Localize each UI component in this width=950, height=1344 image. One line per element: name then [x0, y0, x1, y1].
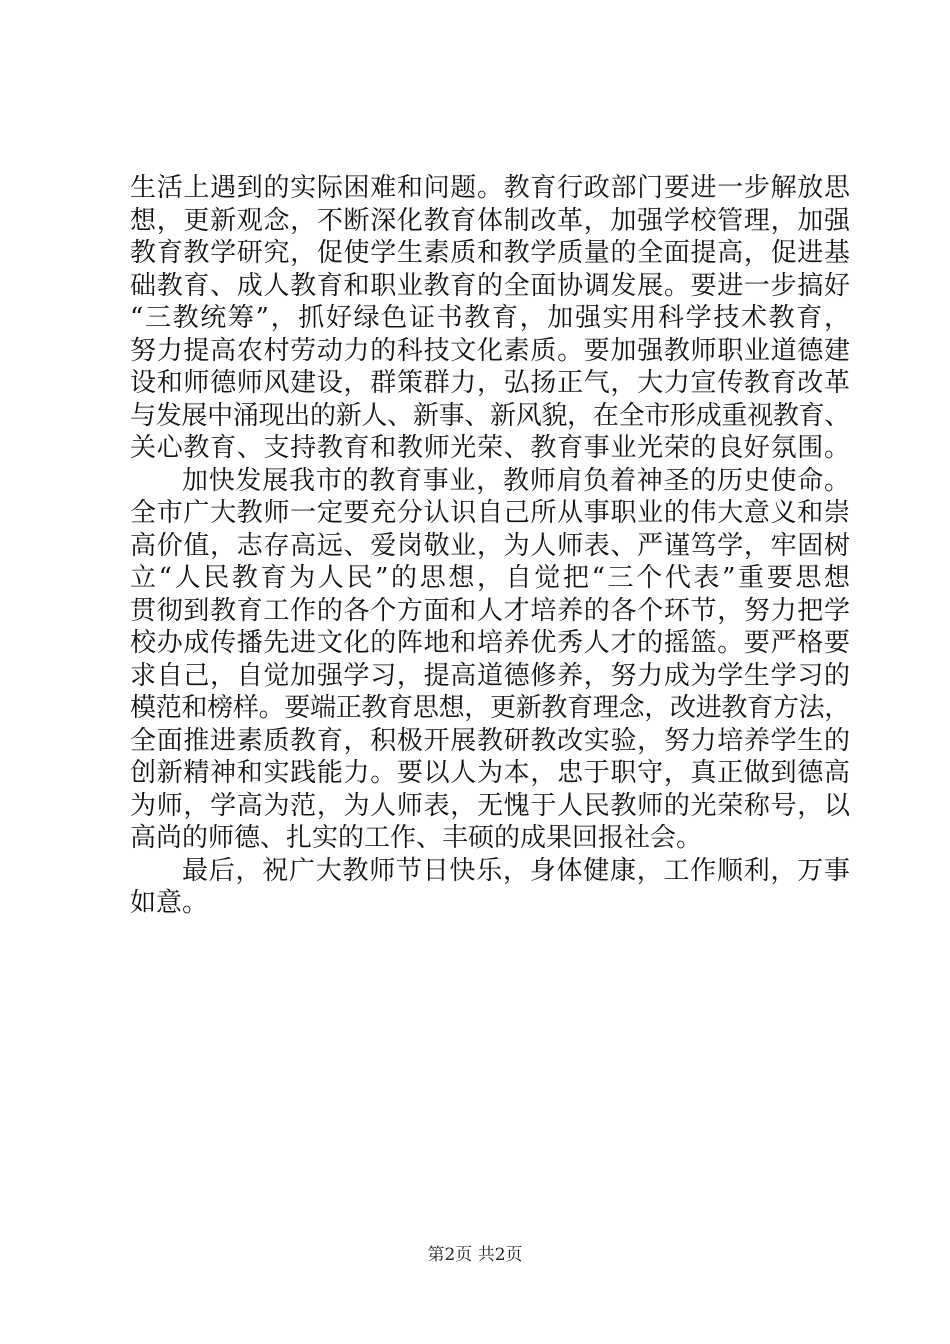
text-line: 设和师德师风建设，群策群力，弘扬正气，大力宣传教育改革: [130, 368, 850, 398]
text-line: 校办成传播先进文化的阵地和培养优秀人才的摇篮。要严格要: [130, 628, 850, 658]
paragraph: [130, 172, 850, 465]
text-line: 立“人民教育为人民”的思想，自觉把“三个代表”重要思想: [130, 563, 850, 593]
text-line: 全面推进素质教育，积极开展教研教改实验，努力培养学生的: [130, 725, 850, 756]
page-number-footer: 第2页 共2页: [427, 1245, 523, 1265]
text-line: 最后，祝广大教师节日快乐，身体健康，工作顺利，万事: [182, 855, 850, 886]
text-line: 如意。: [130, 888, 209, 918]
paragraph: [130, 465, 850, 855]
text-line: 创新精神和实践能力。要以人为本，忠于职守，真正做到德高: [130, 758, 850, 788]
text-line: 模范和榜样。要端正教育思想，更新教育理念，改进教育方法，: [130, 693, 850, 723]
text-line: 为师，学高为范，为人师表，无愧于人民教师的光荣称号，以: [130, 790, 850, 821]
text-line: 教育教学研究，促使学生素质和教学质量的全面提高，促进基: [130, 238, 850, 268]
text-line: 与发展中涌现出的新人、新事、新风貌，在全市形成重视教育、: [130, 400, 850, 431]
text-line: 求自己，自觉加强学习，提高道德修养，努力成为学生学习的: [130, 660, 850, 691]
text-line: 想，更新观念，不断深化教育体制改革，加强学校管理，加强: [130, 205, 850, 236]
text-line: 贯彻到教育工作的各个方面和人才培养的各个环节，努力把学: [130, 595, 850, 626]
text-line: 高价值，志存高远、爱岗敬业，为人师表、严谨笃学，牢固树: [130, 530, 850, 561]
text-line: 高尚的师德、扎实的工作、丰硕的成果回报社会。: [130, 823, 703, 853]
text-line: 生活上遇到的实际困难和问题。教育行政部门要进一步解放思: [130, 173, 850, 203]
text-line: 加快发展我市的教育事业，教师肩负着神圣的历史使命。: [182, 465, 850, 496]
document-body: [130, 172, 850, 920]
text-line: 关心教育、支持教育和教师光荣、教育事业光荣的良好氛围。: [130, 433, 850, 463]
text-line: “三教统筹”，抓好绿色证书教育，加强实用科学技术教育，: [130, 303, 850, 333]
text-line: 础教育、成人教育和职业教育的全面协调发展。要进一步搞好: [130, 270, 850, 301]
text-line: 努力提高农村劳动力的科技文化素质。要加强教师职业道德建: [130, 335, 850, 366]
paragraph: [130, 855, 850, 920]
text-line: 全市广大教师一定要充分认识自己所从事职业的伟大意义和崇: [130, 498, 850, 528]
